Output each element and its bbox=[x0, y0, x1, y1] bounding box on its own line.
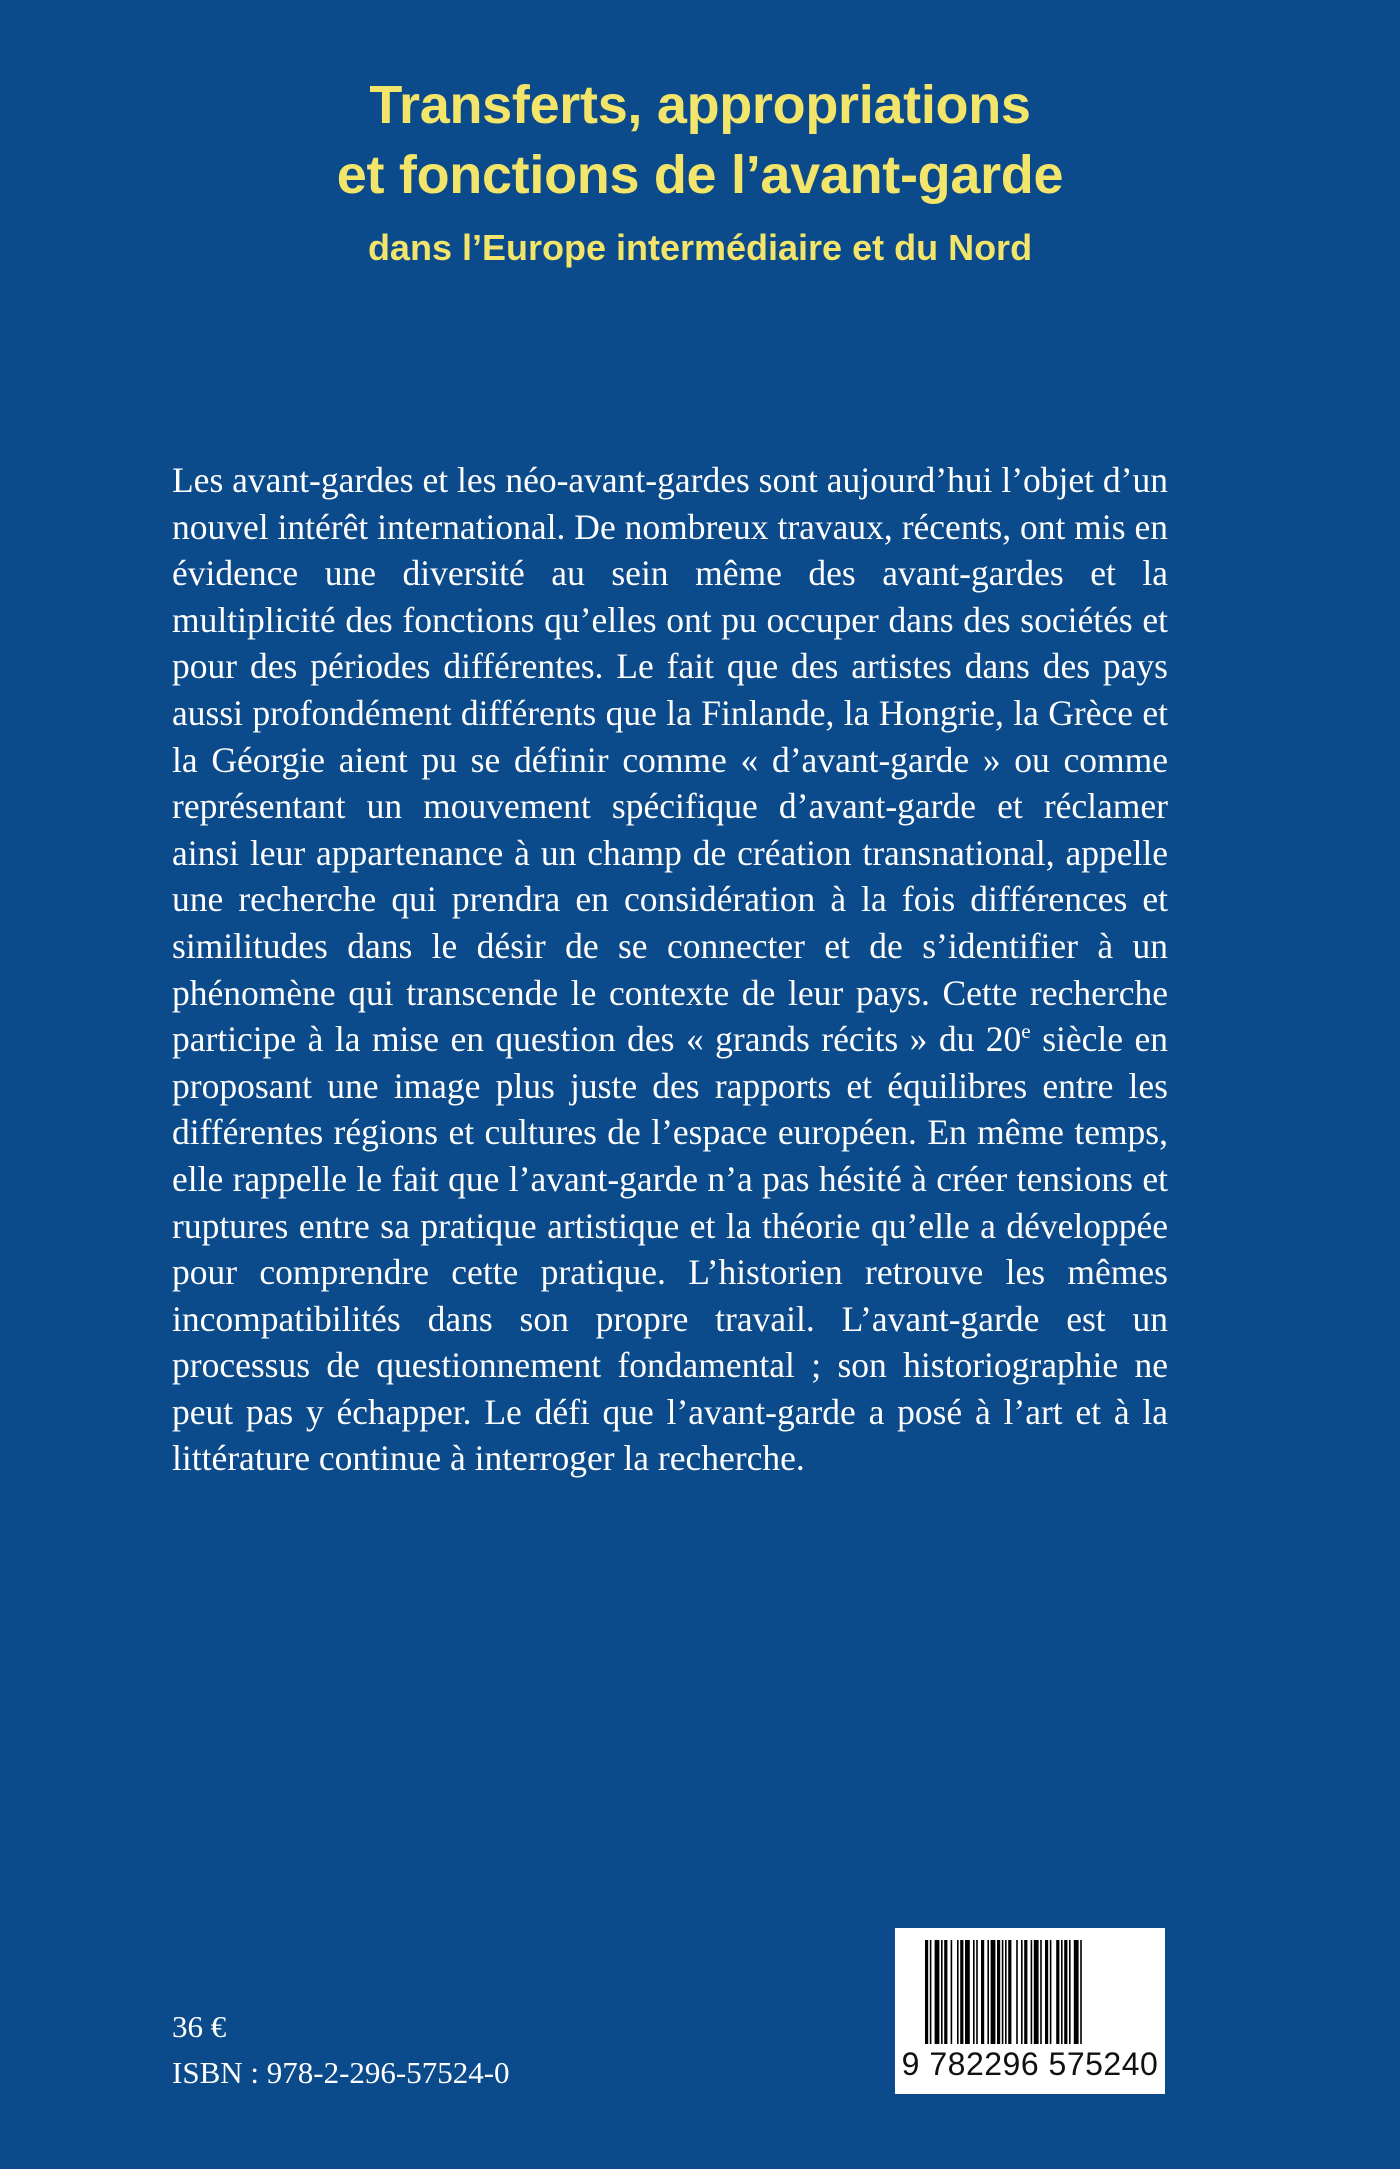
book-title-line-1: Transferts, appropriations bbox=[369, 75, 1031, 135]
book-title-line-2: et fonctions de l’avant-garde bbox=[336, 145, 1064, 205]
price-label: 36 € bbox=[172, 2009, 227, 2044]
blurb-paragraph bbox=[172, 457, 1168, 1482]
blurb-part-1: Les avant-gardes et les néo-avant-gardes sont aujourd’hui l’objet d’un nouvel intérêt international. De nombreux travaux, récents, ont mis en évidence une diversité au sein même des avant-gardes et la multiplicité des fonctions qu’elles ont pu occuper dans des sociétés et pour des périodes différentes. Le fait que des artistes dans des pays aussi profondément différents que la Finlande, la Hongrie, la Grèce et la Géorgie aient pu se définir comme « d’avant-garde » ou comme représentant un mouvement spécifique d’avant-garde et réclamer ainsi leur appartenance à un champ de création transnational, appelle une recherche qui prendra en considération à la fois différences et similitudes dans le désir de se connecter et de s’identifier à un phénomène qui transcende le contexte de leur pays. Cette recherche participe à la mise en question des « grands récits » du 20 bbox=[172, 460, 1168, 1060]
title-block bbox=[0, 70, 1400, 278]
blurb-part-2: siècle en proposant une image plus juste des rapports et équilibres entre les différentes régions et cultures de l’espace européen. En même temps, elle rappelle le fait que l’avant-garde n’a pas hésité à créer tensions et ruptures entre sa pratique artistique et la théorie qu’elle a développée pour comprendre cette pratique. L’historien retrouve les mêmes incompatibilités dans son propre travail. L’avant-garde est un processus de questionnement fondamental ; son historiographie ne peut pas y échapper. Le défi que l’avant-garde a posé à l’art et à la littérature continue à interroger la recherche. bbox=[172, 1019, 1168, 1479]
isbn-label: ISBN : 978-2-296-57524-0 bbox=[172, 2055, 510, 2090]
book-subtitle: dans l’Europe intermédiaire et du Nord bbox=[367, 227, 1033, 268]
barcode bbox=[895, 1928, 1165, 2094]
barcode-digits: 9 782296 575240 bbox=[901, 2046, 1159, 2082]
blurb-text bbox=[172, 457, 1168, 1482]
barcode-bars-icon bbox=[925, 1940, 1135, 2044]
blurb-superscript: e bbox=[1021, 1019, 1031, 1044]
